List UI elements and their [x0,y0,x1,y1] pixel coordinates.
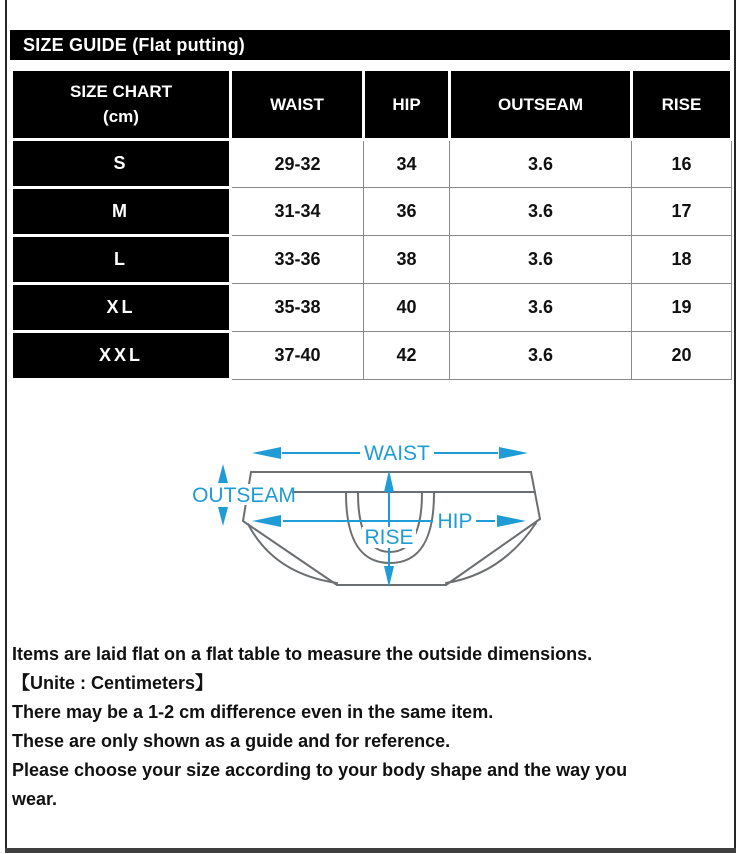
waist-label: WAIST [364,442,430,465]
table-row [12,332,732,380]
hip-value: 38 [364,236,450,284]
page-border-bottom [5,848,736,853]
outseam-value: 3.6 [450,140,632,188]
size-label: XXL [12,332,231,380]
notes-block [12,640,732,814]
rise-value: 18 [632,236,732,284]
measurement-diagram [0,420,740,655]
rise-label: RISE [364,526,414,549]
table-row [12,236,732,284]
waist-value: 35-38 [231,284,364,332]
rise-value: 17 [632,188,732,236]
hip-value: 34 [364,140,450,188]
size-table [10,68,733,381]
table-header-row [12,70,732,140]
waist-value: 29-32 [231,140,364,188]
table-row [12,188,732,236]
diagram-labels [192,442,475,549]
header-size-chart-title: SIZE CHART [70,81,172,101]
outseam-label: OUTSEAM [192,484,296,507]
header-rise: RISE [632,70,732,140]
waist-value: 31-34 [231,188,364,236]
note-line: 【Unite : Centimeters】 [12,673,214,693]
rise-value: 19 [632,284,732,332]
header-size-chart [12,70,231,140]
header-hip: HIP [364,70,450,140]
table-row [12,140,732,188]
rise-value: 16 [632,140,732,188]
size-label: M [12,188,231,236]
outseam-value: 3.6 [450,332,632,380]
waist-value: 37-40 [231,332,364,380]
header-waist: WAIST [231,70,364,140]
note-line: wear. [12,789,58,809]
hip-label: HIP [437,510,473,533]
note-line: There may be a 1-2 cm difference even in the same item. [12,702,494,722]
hip-value: 40 [364,284,450,332]
size-label: S [12,140,231,188]
table-row [12,284,732,332]
size-label: XL [12,284,231,332]
outseam-value: 3.6 [450,236,632,284]
header-outseam: OUTSEAM [450,70,632,140]
note-line: Please choose your size according to your body shape and the way you [12,760,628,780]
note-line: Items are laid flat on a flat table to measure the outside dimensions. [12,644,593,664]
waist-value: 33-36 [231,236,364,284]
page-title [10,30,730,60]
hip-value: 36 [364,188,450,236]
size-label: L [12,236,231,284]
note-line: These are only shown as a guide and for reference. [12,731,451,751]
hip-value: 42 [364,332,450,380]
outseam-value: 3.6 [450,188,632,236]
page-title-text: SIZE GUIDE (Flat putting) [23,34,245,55]
outseam-value: 3.6 [450,284,632,332]
header-size-chart-unit: (cm) [103,106,139,126]
rise-value: 20 [632,332,732,380]
